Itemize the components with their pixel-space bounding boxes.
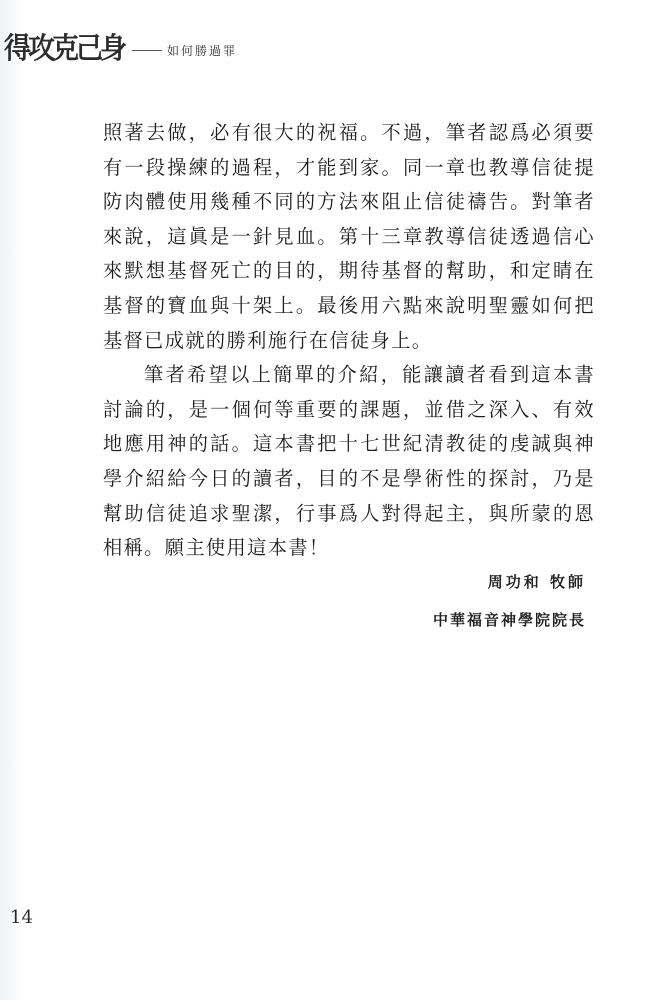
paragraph-continuation: 照著去做，必有很大的祝福。不過，筆者認爲必須要有一段操練的過程，才能到家。同一章也教導信徒提防肉體使用幾種不同的方法來阻止信徒禱告。對筆者來說，這眞是一針見血。第十三章教導信徒透過信心來默想基督死亡的目的，期待基督的幫助，和定睛在基督的寶血與十架上。最後用六點來說明聖靈如何把基督已成就的勝利施行在信徒身上。 <box>103 121 595 352</box>
paragraph-closing: 筆者希望以上簡單的介紹，能讓讀者看到這本書討論的，是一個何等重要的課題，並借之深入、有效地應用神的話。這本書把十七世紀清教徒的虔誠與神學介紹給今日的讀者，目的不是學術性的探討，乃是幫助信徒追求聖潔，行事爲人對得起主，與所蒙的恩相稱。願主使用這本書！ <box>103 363 595 560</box>
book-subtitle: 如何勝過罪 <box>167 43 238 58</box>
page-edge-shadow <box>0 0 22 1000</box>
book-title: 得攻克己身 <box>4 31 124 65</box>
running-header <box>4 20 237 70</box>
signature-name: 周功和 牧師 <box>487 573 586 591</box>
body-text <box>103 116 595 566</box>
page-number: 14 <box>10 907 33 928</box>
signature-title: 中華福音神學院院長 <box>432 611 586 629</box>
header-dash <box>132 50 162 51</box>
